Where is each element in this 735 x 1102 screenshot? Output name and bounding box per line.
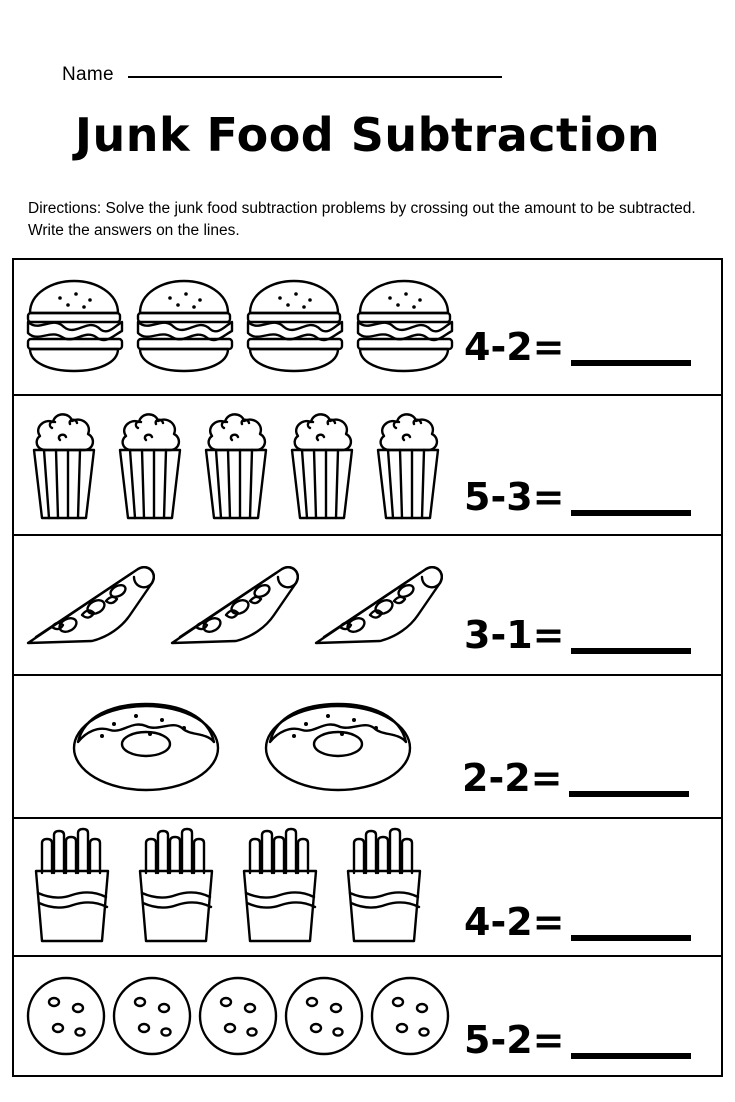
answer-write-line[interactable] bbox=[571, 935, 691, 941]
equation-cell bbox=[462, 536, 721, 674]
french-fries-group bbox=[14, 819, 462, 955]
popcorn-group bbox=[14, 396, 462, 534]
name-label: Name bbox=[62, 64, 114, 85]
answer-write-line[interactable] bbox=[571, 1053, 691, 1059]
answer-write-line[interactable] bbox=[571, 648, 691, 654]
directions-text: Directions: Solve the junk food subtraction problems by crossing out the amount to be subtracted. Write the answers on the lines. bbox=[28, 200, 696, 240]
equation-text: 2-2= bbox=[462, 756, 563, 800]
equation-text: 3-1= bbox=[464, 613, 565, 657]
equation-text: 4-2= bbox=[464, 900, 565, 944]
equation-cell bbox=[460, 676, 721, 817]
equation-cell bbox=[462, 957, 721, 1075]
problem-row bbox=[14, 819, 721, 957]
equation-cell bbox=[462, 819, 721, 955]
name-write-line[interactable] bbox=[128, 76, 502, 78]
answer-write-line[interactable] bbox=[569, 791, 689, 797]
pizza-slice-group bbox=[14, 536, 462, 674]
hamburger-group bbox=[14, 260, 462, 394]
equation-text: 5-2= bbox=[464, 1018, 565, 1062]
name-field-row bbox=[62, 60, 502, 90]
problem-row bbox=[14, 536, 721, 676]
problems-table bbox=[12, 258, 723, 1077]
answer-write-line[interactable] bbox=[571, 510, 691, 516]
equation-cell bbox=[462, 396, 721, 534]
cookie-group bbox=[14, 957, 462, 1075]
answer-write-line[interactable] bbox=[571, 360, 691, 366]
equation-cell bbox=[462, 260, 721, 394]
equation-text: 5-3= bbox=[464, 475, 565, 519]
problem-row bbox=[14, 676, 721, 819]
equation-text: 4-2= bbox=[464, 325, 565, 369]
donut-group bbox=[14, 676, 460, 817]
problem-row bbox=[14, 396, 721, 536]
problem-row bbox=[14, 957, 721, 1077]
problem-row bbox=[14, 260, 721, 396]
page-title: Junk Food Subtraction bbox=[74, 108, 661, 162]
